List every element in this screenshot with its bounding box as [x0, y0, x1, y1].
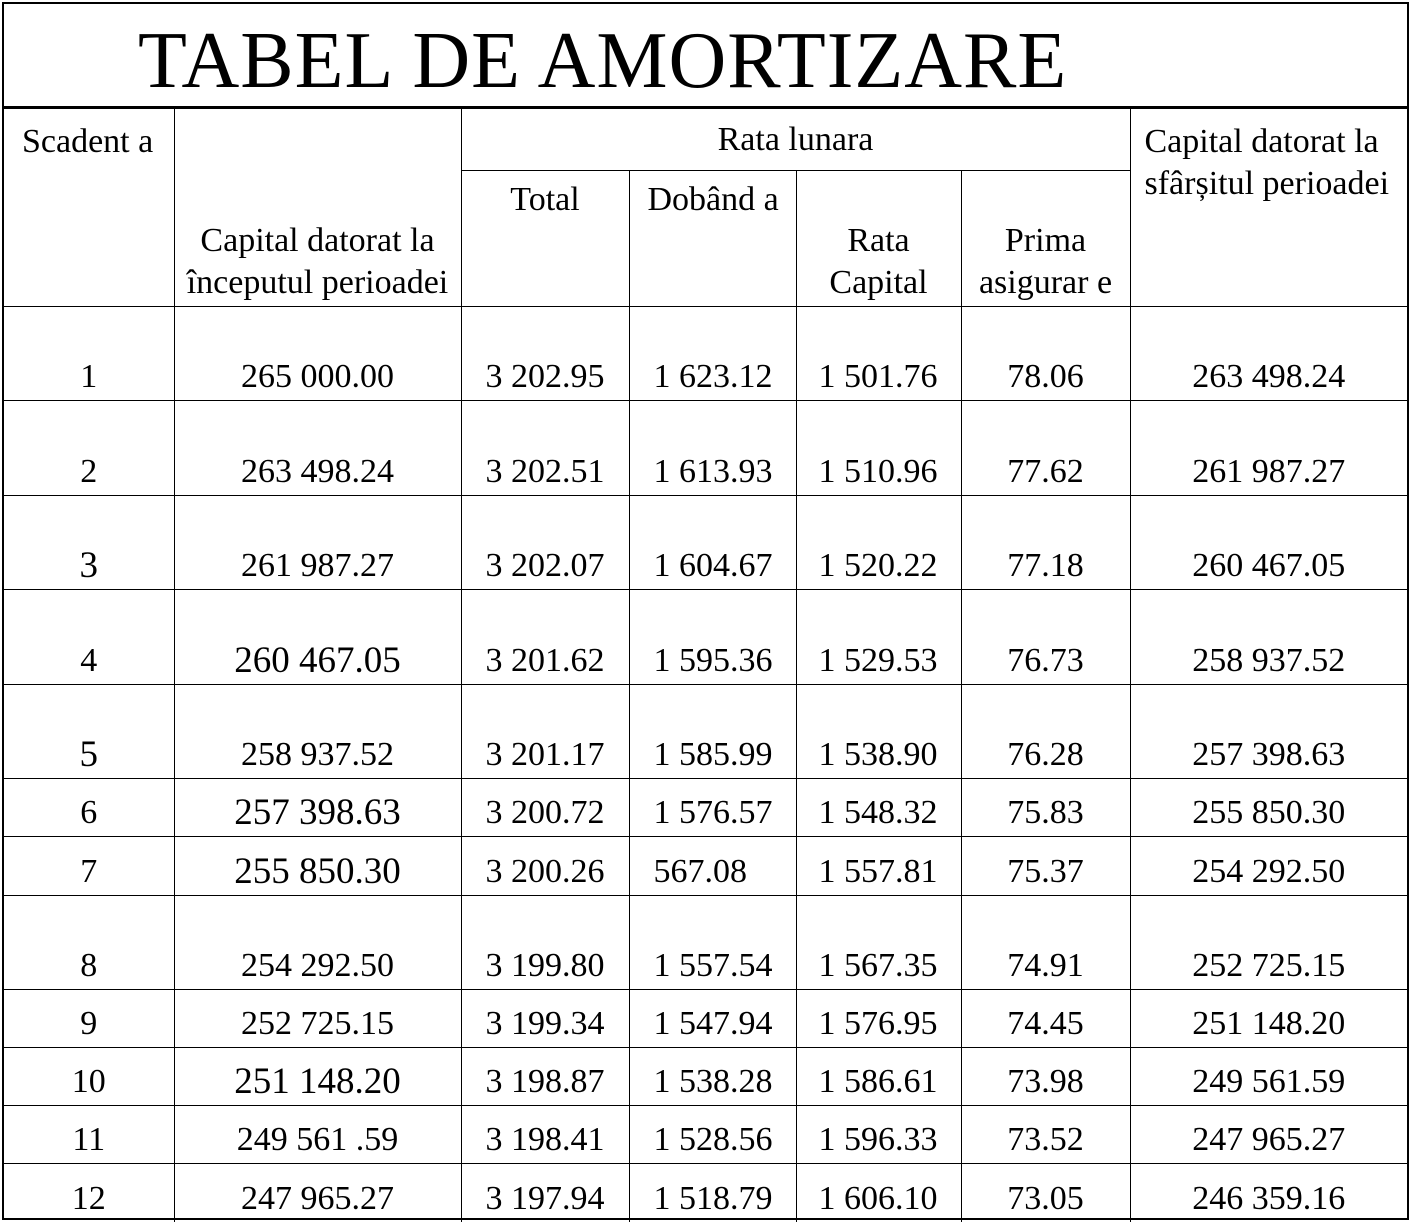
total-cell: 3 200.26 [461, 837, 629, 896]
prima-asigurare-cell: 78.06 [961, 307, 1130, 401]
dobanda-cell: 1 576.57 [629, 779, 796, 837]
dobanda-cell: 1 595.36 [629, 590, 796, 685]
dobanda-cell: 1 538.28 [629, 1048, 796, 1106]
rata-capital-cell: 1 520.22 [796, 496, 961, 590]
table-row [4, 896, 1407, 990]
header-prima-asigurare: Prima asigurar e [961, 171, 1130, 307]
header-capital-inceput: Capital datorat la începutul perioadei [174, 109, 461, 307]
total-cell: 3 199.80 [461, 896, 629, 990]
total-cell: 3 198.41 [461, 1106, 629, 1164]
table-row [4, 1164, 1407, 1222]
capital-start-cell: 263 498.24 [174, 401, 461, 496]
dobanda-cell: 1 518.79 [629, 1164, 796, 1222]
page-title: TABEL DE AMORTIZARE [138, 17, 1068, 105]
table-row [4, 307, 1407, 401]
prima-asigurare-cell: 77.18 [961, 496, 1130, 590]
rata-capital-cell: 1 501.76 [796, 307, 961, 401]
capital-end-cell: 247 965.27 [1130, 1106, 1407, 1164]
header-rata-lunara: Rata lunara [461, 109, 1130, 171]
total-cell: 3 201.17 [461, 685, 629, 779]
capital-start-cell: 252 725.15 [174, 990, 461, 1048]
table-row [4, 779, 1407, 837]
table-row [4, 837, 1407, 896]
capital-start-cell: 249 561 .59 [174, 1106, 461, 1164]
prima-asigurare-cell: 73.52 [961, 1106, 1130, 1164]
capital-end-cell: 257 398.63 [1130, 685, 1407, 779]
total-cell: 3 202.95 [461, 307, 629, 401]
capital-end-cell: 255 850.30 [1130, 779, 1407, 837]
scadenta-cell: 10 [4, 1048, 174, 1106]
scadenta-cell: 9 [4, 990, 174, 1048]
capital-end-cell: 249 561.59 [1130, 1048, 1407, 1106]
scadenta-cell: 5 [4, 685, 174, 779]
scadenta-cell: 2 [4, 401, 174, 496]
header-total: Total [461, 171, 629, 307]
amortization-table [4, 108, 1407, 1222]
prima-asigurare-cell: 76.28 [961, 685, 1130, 779]
rata-capital-cell: 1 510.96 [796, 401, 961, 496]
dobanda-cell: 1 604.67 [629, 496, 796, 590]
dobanda-cell: 1 557.54 [629, 896, 796, 990]
capital-end-cell: 261 987.27 [1130, 401, 1407, 496]
prima-asigurare-cell: 74.91 [961, 896, 1130, 990]
amortization-sheet [2, 2, 1409, 1220]
dobanda-cell: 1 547.94 [629, 990, 796, 1048]
total-cell: 3 201.62 [461, 590, 629, 685]
total-cell: 3 199.34 [461, 990, 629, 1048]
header-capital-sfarsit: Capital datorat la sfârșitul perioadei [1130, 109, 1407, 307]
header-scadenta: Scadent a [4, 109, 174, 307]
capital-end-cell: 258 937.52 [1130, 590, 1407, 685]
prima-asigurare-cell: 73.98 [961, 1048, 1130, 1106]
scadenta-cell: 7 [4, 837, 174, 896]
header-dobanda: Dobând a [629, 171, 796, 307]
title-bar [4, 4, 1407, 108]
rata-capital-cell: 1 576.95 [796, 990, 961, 1048]
scadenta-cell: 6 [4, 779, 174, 837]
table-row [4, 401, 1407, 496]
capital-start-cell: 254 292.50 [174, 896, 461, 990]
capital-start-cell: 257 398.63 [174, 779, 461, 837]
rata-capital-cell: 1 557.81 [796, 837, 961, 896]
table-row [4, 1048, 1407, 1106]
capital-end-cell: 246 359.16 [1130, 1164, 1407, 1222]
scadenta-cell: 3 [4, 496, 174, 590]
rata-capital-cell: 1 596.33 [796, 1106, 961, 1164]
capital-start-cell: 247 965.27 [174, 1164, 461, 1222]
prima-asigurare-cell: 75.83 [961, 779, 1130, 837]
total-cell: 3 197.94 [461, 1164, 629, 1222]
prima-asigurare-cell: 77.62 [961, 401, 1130, 496]
table-row [4, 990, 1407, 1048]
table-row [4, 685, 1407, 779]
capital-end-cell: 260 467.05 [1130, 496, 1407, 590]
table-row [4, 496, 1407, 590]
dobanda-cell: 1 623.12 [629, 307, 796, 401]
header-rata-capital: Rata Capital [796, 171, 961, 307]
scadenta-cell: 11 [4, 1106, 174, 1164]
dobanda-cell: 1 528.56 [629, 1106, 796, 1164]
scadenta-cell: 8 [4, 896, 174, 990]
prima-asigurare-cell: 73.05 [961, 1164, 1130, 1222]
capital-start-cell: 255 850.30 [174, 837, 461, 896]
total-cell: 3 200.72 [461, 779, 629, 837]
rata-capital-cell: 1 548.32 [796, 779, 961, 837]
capital-end-cell: 251 148.20 [1130, 990, 1407, 1048]
dobanda-cell: 1 585.99 [629, 685, 796, 779]
capital-start-cell: 261 987.27 [174, 496, 461, 590]
capital-start-cell: 258 937.52 [174, 685, 461, 779]
total-cell: 3 198.87 [461, 1048, 629, 1106]
rata-capital-cell: 1 606.10 [796, 1164, 961, 1222]
capital-end-cell: 254 292.50 [1130, 837, 1407, 896]
rata-capital-cell: 1 586.61 [796, 1048, 961, 1106]
prima-asigurare-cell: 75.37 [961, 837, 1130, 896]
capital-end-cell: 263 498.24 [1130, 307, 1407, 401]
rata-capital-cell: 1 529.53 [796, 590, 961, 685]
scadenta-cell: 1 [4, 307, 174, 401]
rata-capital-cell: 1 538.90 [796, 685, 961, 779]
capital-start-cell: 251 148.20 [174, 1048, 461, 1106]
prima-asigurare-cell: 74.45 [961, 990, 1130, 1048]
dobanda-cell: 1 613.93 [629, 401, 796, 496]
scadenta-cell: 4 [4, 590, 174, 685]
rata-capital-cell: 1 567.35 [796, 896, 961, 990]
total-cell: 3 202.07 [461, 496, 629, 590]
scadenta-cell: 12 [4, 1164, 174, 1222]
prima-asigurare-cell: 76.73 [961, 590, 1130, 685]
table-row [4, 590, 1407, 685]
dobanda-cell: 567.08 [629, 837, 796, 896]
total-cell: 3 202.51 [461, 401, 629, 496]
capital-end-cell: 252 725.15 [1130, 896, 1407, 990]
capital-start-cell: 260 467.05 [174, 590, 461, 685]
table-row [4, 1106, 1407, 1164]
capital-start-cell: 265 000.00 [174, 307, 461, 401]
